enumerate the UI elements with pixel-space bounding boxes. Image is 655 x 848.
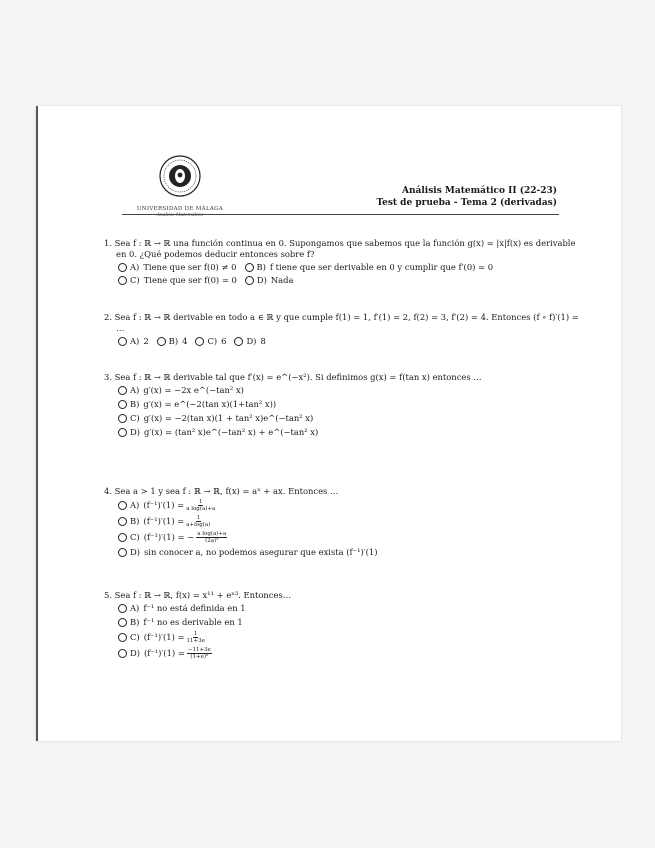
option-a[interactable]: [118, 262, 237, 273]
university-name: UNIVERSIDAD DE MÁLAGA: [136, 206, 224, 212]
fraction: [186, 499, 215, 512]
radio-icon[interactable]: [118, 633, 127, 642]
denominator: (1+e)²: [190, 654, 209, 660]
course-title: Análisis Matemático II (22-23): [402, 186, 557, 196]
radio-icon[interactable]: [118, 400, 127, 409]
radio-icon[interactable]: [118, 386, 127, 395]
option-label: B): [130, 399, 140, 409]
option-text: f⁻¹ no es derivable en 1: [143, 617, 243, 627]
question-4: [104, 486, 584, 561]
option-text: 6: [221, 336, 227, 346]
options: [104, 262, 584, 273]
question-text: 2. Sea f : ℝ → ℝ derivable en todo a ∈ ℝ y que cumple f(1) = 1, f′(1) = 2, f(2) = 3, f′(2) = 4. Entonces (f ∘ f)′(1) = …: [104, 312, 579, 333]
option-d[interactable]: [118, 647, 584, 660]
radio-icon[interactable]: [118, 548, 127, 557]
numerator: 1: [196, 515, 201, 521]
option-text: (f⁻¹)′(1) =: [143, 648, 185, 658]
options: [104, 603, 584, 660]
radio-icon[interactable]: [118, 618, 127, 627]
option-b[interactable]: [118, 617, 584, 628]
radio-icon[interactable]: [234, 337, 243, 346]
option-text: Nada: [270, 275, 294, 285]
radio-icon[interactable]: [118, 428, 127, 437]
option-label: C): [130, 632, 140, 642]
radio-icon[interactable]: [195, 337, 204, 346]
option-text: g′(x) = −2x e^(−tan² x): [143, 385, 244, 395]
option-label: B): [256, 262, 266, 272]
option-text: f⁻¹ no está definida en 1: [143, 603, 246, 613]
option-text: (f⁻¹)′(1) =: [143, 516, 185, 526]
question-1: [104, 238, 584, 286]
header-titles: [376, 186, 557, 208]
option-label: B): [168, 336, 179, 346]
option-label: B): [130, 516, 140, 526]
option-c[interactable]: [118, 275, 237, 286]
option-b[interactable]: [118, 515, 584, 528]
option-text: (f⁻¹)′(1) =: [143, 500, 185, 510]
option-text: 8: [260, 336, 266, 346]
option-a[interactable]: [118, 603, 584, 614]
option-text: (f⁻¹)′(1) =: [143, 632, 185, 642]
question-text: 1. Sea f : ℝ → ℝ una función continua en 0. Supongamos que sabemos que la función g(x) = |x|f(x) es derivable en 0. ¿Qué podemos deducir entonces sobre f?: [104, 238, 576, 259]
option-label: C): [207, 336, 218, 346]
option-d[interactable]: [118, 547, 584, 558]
question-text: 5. Sea f : ℝ → ℝ, f(x) = x¹¹ + eˣ³. Entonces…: [104, 590, 292, 600]
options: [104, 336, 584, 347]
exam-sheet: [36, 106, 621, 741]
option-d[interactable]: [118, 427, 584, 438]
fraction: [196, 531, 227, 544]
numerator: 1: [193, 631, 198, 637]
option-c[interactable]: [118, 631, 584, 644]
option-d[interactable]: [234, 336, 265, 347]
option-text: Tiene que ser f(0) ≠ 0: [143, 262, 237, 272]
radio-icon[interactable]: [245, 263, 254, 272]
radio-icon[interactable]: [157, 337, 166, 346]
fraction: [187, 631, 205, 644]
option-label: A): [130, 262, 140, 272]
option-label: D): [246, 336, 257, 346]
question-3: [104, 372, 584, 441]
option-label: A): [130, 603, 140, 613]
options: [104, 275, 584, 286]
university-seal-icon: [158, 154, 202, 198]
option-text: Tiene que ser f(0) = 0: [143, 275, 237, 285]
option-text: g′(x) = −2(tan x)(1 + tan² x)e^(−tan² x): [143, 413, 314, 423]
option-a[interactable]: [118, 336, 149, 347]
option-c[interactable]: [118, 413, 584, 424]
options: [104, 385, 584, 438]
denominator: a+log(a): [186, 522, 211, 528]
option-label: D): [130, 547, 140, 557]
radio-icon[interactable]: [118, 414, 127, 423]
option-b[interactable]: [118, 399, 584, 410]
option-text: 4: [182, 336, 188, 346]
option-text: sin conocer a, no podemos asegurar que exista (f⁻¹)′(1): [143, 547, 378, 557]
option-c[interactable]: [118, 531, 584, 544]
radio-icon[interactable]: [118, 649, 127, 658]
radio-icon[interactable]: [118, 263, 127, 272]
option-a[interactable]: [118, 499, 584, 512]
option-label: D): [130, 427, 140, 437]
option-label: A): [130, 500, 140, 510]
option-label: C): [130, 275, 140, 285]
department-name: Análisis Matemático: [156, 213, 204, 218]
numerator: 1: [198, 499, 203, 505]
radio-icon[interactable]: [118, 517, 127, 526]
denominator: (2a)²: [205, 538, 219, 544]
question-2: [104, 312, 584, 347]
option-c[interactable]: [195, 336, 226, 347]
option-b[interactable]: [245, 262, 494, 273]
option-label: B): [130, 617, 140, 627]
fraction: [186, 515, 210, 528]
option-label: D): [256, 275, 267, 285]
radio-icon[interactable]: [118, 604, 127, 613]
option-text: (f⁻¹)′(1) = −: [143, 532, 195, 542]
options: [104, 499, 584, 558]
radio-icon[interactable]: [118, 533, 127, 542]
denominator: 11+3e: [186, 638, 205, 644]
option-d[interactable]: [245, 275, 294, 286]
option-label: A): [130, 336, 140, 346]
radio-icon[interactable]: [245, 276, 254, 285]
option-text: g′(x) = e^(−2(tan x)(1+tan² x)): [143, 399, 277, 409]
numerator: a log(a)+a: [197, 531, 227, 537]
question-text: 4. Sea a > 1 y sea f : ℝ → ℝ, f(x) = aˣ + ax. Entonces …: [104, 486, 339, 496]
fraction: [187, 647, 212, 660]
denominator: a log(a)+a: [186, 506, 216, 512]
option-label: C): [130, 413, 140, 423]
radio-icon[interactable]: [118, 337, 127, 346]
radio-icon[interactable]: [118, 276, 127, 285]
option-label: C): [130, 532, 140, 542]
option-label: D): [130, 648, 140, 658]
question-5: [104, 590, 584, 663]
question-text: 3. Sea f : ℝ → ℝ derivable tal que f′(x) = e^(−x²). Si definimos g(x) = f(tan x) entonces …: [104, 372, 482, 382]
option-text: g′(x) = (tan² x)e^(−tan² x) + e^(−tan² x): [143, 427, 319, 437]
option-a[interactable]: [118, 385, 584, 396]
option-text: f tiene que ser derivable en 0 y cumplir que f′(0) = 0: [269, 262, 494, 272]
university-logo: [120, 154, 240, 218]
test-title: Test de prueba - Tema 2 (derivadas): [376, 198, 557, 208]
option-b[interactable]: [157, 336, 188, 347]
radio-icon[interactable]: [118, 501, 127, 510]
option-text: 2: [143, 336, 149, 346]
header-divider: [122, 214, 559, 215]
numerator: −11+3e: [187, 647, 211, 653]
option-label: A): [130, 385, 140, 395]
